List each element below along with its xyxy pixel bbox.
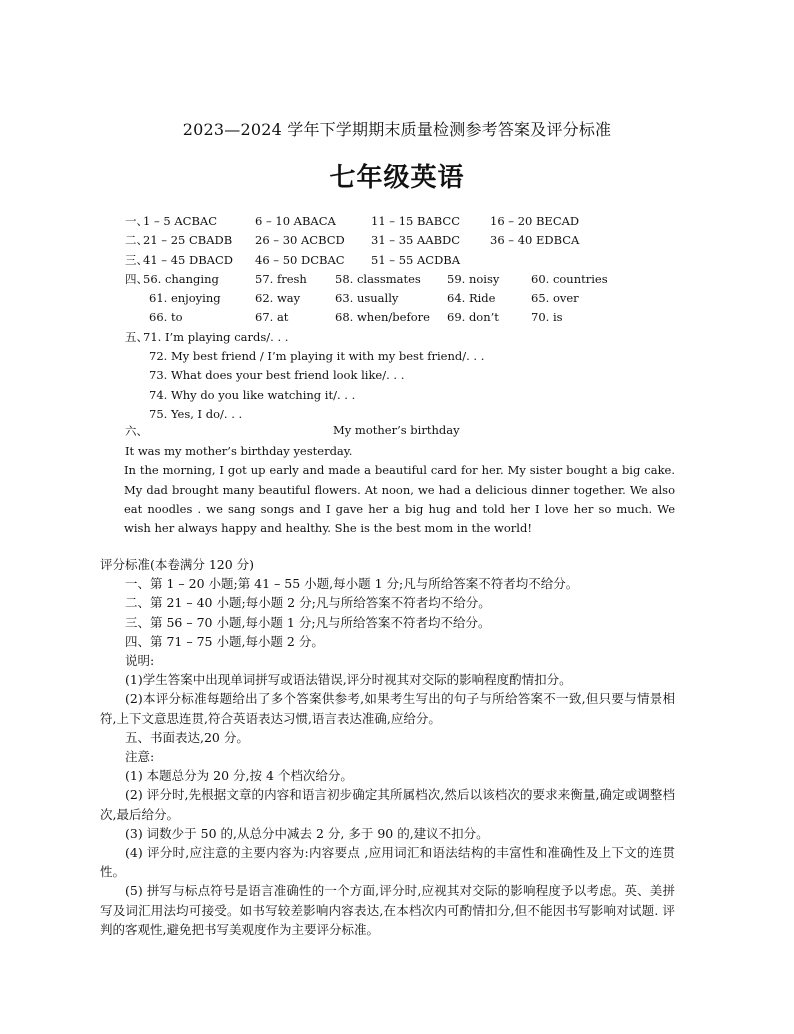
grading-line: 注意: — [125, 749, 155, 765]
answer-cell: 66. to — [149, 310, 183, 325]
grading-line: (2) 评分时,先根据文章的内容和语言初步确定其所属档次,然后以该档次的要求来衡量,确定或调整档次,最后给分。 — [100, 787, 675, 822]
grading-line: (2)本评分标准每题给出了多个答案供参考,如果考生写出的句子与所给答案不一致,但只要与情景相符,上下文意思连贯,符合英语表达习惯,语言表达准确,应给分。 — [100, 691, 675, 726]
answer-cell: 6 – 10 ABACA — [255, 214, 336, 228]
answer-cell: 68. when/before — [335, 310, 430, 325]
essay-title: My mother’s birthday — [333, 423, 460, 437]
essay-section-label: 六、 — [125, 424, 148, 438]
grading-line: 一、第 1 – 20 小题;第 41 – 55 小题,每小题 1 分;凡与所给答案不符者均不给分。 — [125, 576, 579, 592]
page-subtitle: 七年级英语 — [329, 163, 465, 193]
grading-line: 二、第 21 – 40 小题;每小题 2 分;凡与所给答案不符者均不给分。 — [125, 595, 491, 611]
grading-line: (5) 拼写与标点符号是语言准确性的一个方面,评分时,应视其对交际的影响程度予以考虑。英、美拼写及词汇用法均可接受。如书写较差影响内容表达,在本档次内可酌情扣分,但不能因书写影响对试题. 评判的客观性,避免把书写美观度作为主要评分标准。 — [100, 883, 675, 937]
answer-cell: 36 – 40 EDBCA — [490, 233, 580, 248]
answer-cell: 73. What does your best friend look like/. . . — [149, 368, 405, 383]
answer-cell: 61. enjoying — [149, 291, 221, 306]
grading-heading: 评分标准(本卷满分 120 分) — [100, 557, 255, 572]
essay-body — [125, 442, 675, 538]
answer-cell: 26 – 30 ACBCD — [255, 233, 345, 248]
essay-paragraph: In the morning, I got up early and made a beautiful card for her. My sister bought a big cake. My dad brought many beautiful flowers. At noon, we had a delicious dinner together. We also eat noodles . we sang songs and I gave her a big hug and told her I love her so much. We wish her always happy and healthy. She is the best mom in the world! — [124, 463, 675, 536]
answer-cell: 1 – 5 ACBAC — [143, 214, 218, 228]
grading-line: 四、第 71 – 75 小题,每小题 2 分。 — [125, 633, 324, 649]
answer-cell: 63. usually — [335, 291, 399, 306]
answer-section-label: 四、 — [125, 271, 148, 286]
grading-line: (4) 评分时,应注意的主要内容为:内容要点 ,应用词汇和语法结构的丰富性和准确性及上下文的连贯性。 — [100, 845, 675, 880]
answer-cell: 62. way — [255, 291, 301, 306]
essay-heading-row — [125, 423, 675, 442]
grading-line: (1)学生答案中出现单词拼写或语法错误,评分时视其对交际的影响程度酌情扣分。 — [125, 672, 572, 688]
answer-cell: 70. is — [531, 310, 563, 325]
answer-section-label: 三、 — [125, 252, 148, 267]
answer-cell: 71. I’m playing cards/. . . — [143, 329, 289, 344]
answer-cell: 46 – 50 DCBAC — [255, 252, 345, 267]
grading-criteria — [100, 555, 675, 939]
answer-cell: 41 – 45 DBACD — [143, 252, 233, 267]
answer-cell: 58. classmates — [335, 271, 421, 286]
answer-cell: 59. noisy — [447, 271, 500, 286]
answer-cell: 69. don’t — [447, 310, 499, 325]
grading-line: 说明: — [125, 653, 155, 669]
essay-paragraph: It was my mother’s birthday yesterday. — [125, 444, 353, 458]
answer-cell: 31 – 35 AABDC — [371, 233, 461, 248]
answer-section-label: 五、 — [125, 329, 148, 344]
grading-line: 五、书面表达,20 分。 — [125, 729, 249, 745]
answer-cell: 75. Yes, I do/. . . — [149, 406, 243, 421]
answer-cell: 74. Why do you like watching it/. . . — [149, 387, 356, 402]
answer-cell: 67. at — [255, 310, 289, 325]
grading-line: (1) 本题总分为 20 分,按 4 个档次给分。 — [125, 768, 353, 784]
answer-cell: 64. Ride — [447, 291, 496, 306]
answer-section-label: 二、 — [125, 233, 148, 248]
answer-cell: 60. countries — [531, 271, 608, 286]
answer-cell: 72. My best friend / I’m playing it with my best friend/. . . — [149, 349, 485, 364]
answer-cell: 16 – 20 BECAD — [490, 214, 580, 228]
answer-cell: 11 – 15 BABCC — [371, 214, 461, 228]
answer-cell: 56. changing — [143, 271, 219, 286]
grading-line: 三、第 56 – 70 小题,每小题 1 分;凡与所给答案不符者均不给分。 — [125, 614, 491, 630]
answer-cell: 65. over — [531, 291, 579, 306]
answer-cell: 51 – 55 ACDBA — [371, 252, 461, 267]
answer-cell: 57. fresh — [255, 271, 307, 286]
grading-line: (3) 词数少于 50 的,从总分中减去 2 分, 多于 90 的,建议不扣分。 — [125, 825, 489, 841]
answer-cell: 21 – 25 CBADB — [143, 233, 233, 248]
page-title: 2023—2024 学年下学期期末质量检测参考答案及评分标准 — [182, 120, 612, 139]
answer-section-label: 一、 — [125, 214, 148, 228]
